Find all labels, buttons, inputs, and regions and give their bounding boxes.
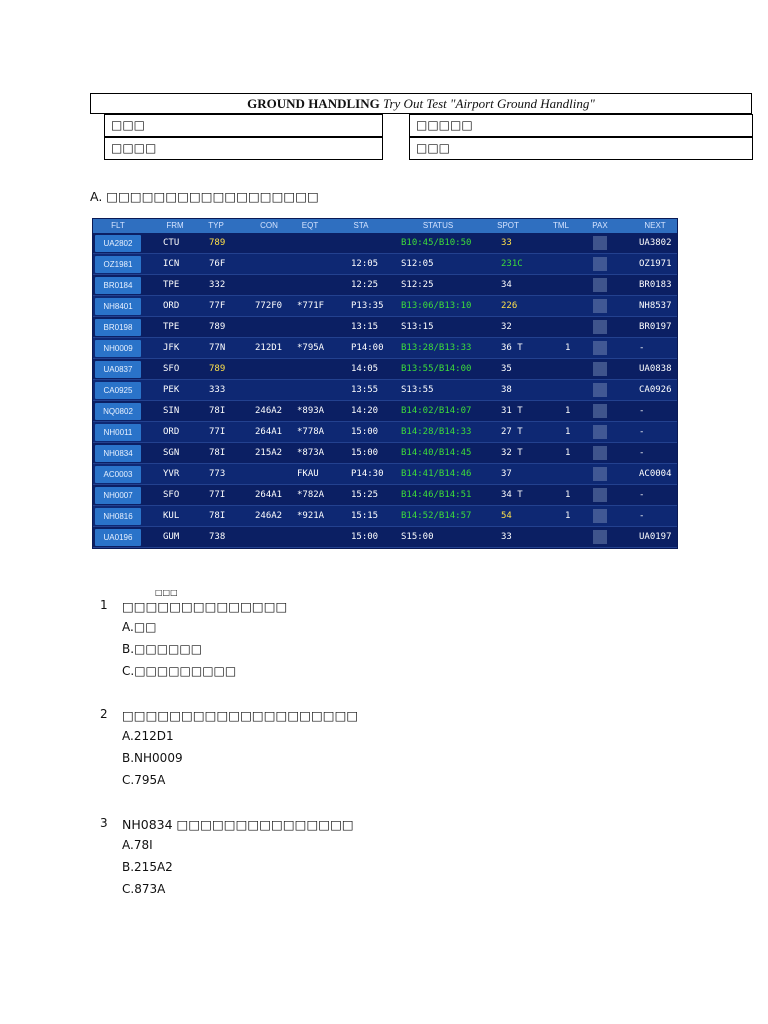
cell-spot: 36 T [501, 343, 523, 353]
cell-next: - [639, 427, 645, 437]
pax-blurred-cell [593, 299, 607, 313]
cell-typ: 789 [209, 364, 226, 374]
cell-frm: SIN [163, 406, 180, 416]
question-number: 3 [100, 816, 108, 830]
flight-number: NH0007 [95, 487, 141, 504]
cell-eqt: *778A [297, 427, 325, 437]
cell-typ: 333 [209, 385, 226, 395]
pax-blurred-cell [593, 509, 607, 523]
cell-tml: 1 [565, 511, 571, 521]
flight-number: OZ1981 [95, 256, 141, 273]
cell-frm: ORD [163, 427, 180, 437]
cell-con: 264A1 [255, 427, 283, 437]
flight-number: NH8401 [95, 298, 141, 315]
cell-status: S12:25 [401, 280, 434, 290]
cell-next: AC0004 [639, 469, 672, 479]
ruby-annotation: □□□ [155, 588, 178, 597]
cell-sta: 15:00 [351, 532, 379, 542]
cell-sta: P13:35 [351, 301, 384, 311]
flight-row[interactable] [93, 506, 677, 527]
question-number: 1 [100, 598, 108, 612]
cell-frm: ICN [163, 259, 180, 269]
section-heading: A. □□□□□□□□□□□□□□□□□□ [90, 189, 319, 204]
cell-next: UA3802 [639, 238, 672, 248]
cell-tml: 1 [565, 343, 571, 353]
cell-status: B14:28/B14:33 [401, 427, 472, 437]
cell-typ: 78I [209, 511, 226, 521]
cell-sta: 15:25 [351, 490, 379, 500]
cell-next: OZ1971 [639, 259, 672, 269]
cell-next: BR0197 [639, 322, 672, 332]
cell-eqt: *921A [297, 511, 325, 521]
flight-row[interactable] [93, 527, 677, 548]
flight-row[interactable] [93, 338, 677, 359]
col-header-pax: PAX [592, 221, 608, 230]
col-header-tml: TML [553, 221, 569, 230]
cell-typ: 77I [209, 427, 226, 437]
cell-status: B10:45/B10:50 [401, 238, 472, 248]
cell-sta: 15:00 [351, 448, 379, 458]
cell-eqt: FKAU [297, 469, 319, 479]
flight-row[interactable] [93, 464, 677, 485]
pax-blurred-cell [593, 320, 607, 334]
flight-number: CA0925 [95, 382, 141, 399]
cell-tml: 1 [565, 448, 571, 458]
cell-spot: 31 T [501, 406, 523, 416]
cell-status: S15:00 [401, 532, 434, 542]
cell-frm: SGN [163, 448, 180, 458]
pax-blurred-cell [593, 425, 607, 439]
cell-status: S12:05 [401, 259, 434, 269]
col-header-frm: FRM [166, 221, 184, 230]
pax-blurred-cell [593, 446, 607, 460]
cell-next: BR0183 [639, 280, 672, 290]
col-header-spot: SPOT [497, 221, 519, 230]
pax-blurred-cell [593, 383, 607, 397]
cell-eqt: *771F [297, 301, 325, 311]
question-text: □□□□□□□□□□□□□□ [122, 599, 288, 614]
flight-row[interactable] [93, 317, 677, 338]
cell-status: B14:41/B14:46 [401, 469, 472, 479]
cell-frm: ORD [163, 301, 180, 311]
cell-status: B14:52/B14:57 [401, 511, 472, 521]
col-header-sta: STA [353, 221, 369, 230]
flight-row[interactable] [93, 233, 677, 254]
answer-option[interactable]: C.□□□□□□□□□ [122, 664, 237, 678]
question-text: □□□□□□□□□□□□□□□□□□□□ [122, 708, 359, 723]
cell-typ: 77I [209, 490, 226, 500]
flight-number: BR0198 [95, 319, 141, 336]
flight-number: UA0837 [95, 361, 141, 378]
cell-sta: 12:25 [351, 280, 379, 290]
cell-sta: 13:15 [351, 322, 379, 332]
cell-sta: 15:15 [351, 511, 379, 521]
cell-frm: JFK [163, 343, 180, 353]
pax-blurred-cell [593, 530, 607, 544]
row-divider [93, 547, 677, 548]
cell-status: B13:28/B13:33 [401, 343, 472, 353]
pax-blurred-cell [593, 341, 607, 355]
cell-status: S13:15 [401, 322, 434, 332]
cell-typ: 78I [209, 448, 226, 458]
cell-eqt: *893A [297, 406, 325, 416]
cell-tml: 1 [565, 490, 571, 500]
flight-board [92, 218, 678, 549]
cell-status: B14:46/B14:51 [401, 490, 472, 500]
cell-next: - [639, 511, 645, 521]
name-field-1[interactable]: □□□ [104, 114, 383, 137]
cell-spot: 226 [501, 301, 518, 311]
cell-status: B14:40/B14:45 [401, 448, 472, 458]
cell-next: - [639, 406, 645, 416]
flight-row[interactable] [93, 443, 677, 464]
cell-status: B13:55/B14:00 [401, 364, 472, 374]
flight-row[interactable] [93, 401, 677, 422]
cell-typ: 76F [209, 259, 226, 269]
flight-row[interactable] [93, 254, 677, 275]
pax-blurred-cell [593, 257, 607, 271]
name-field-3[interactable]: □□□□ [104, 137, 383, 160]
cell-status: S13:55 [401, 385, 434, 395]
answer-option[interactable]: B.□□□□□□ [122, 642, 203, 656]
board-header [93, 219, 677, 233]
cell-sta: 13:55 [351, 385, 379, 395]
cell-typ: 332 [209, 280, 226, 290]
cell-spot: 38 [501, 385, 512, 395]
cell-con: 246A2 [255, 406, 283, 416]
flight-number: BR0184 [95, 277, 141, 294]
cell-con: 264A1 [255, 490, 283, 500]
pax-blurred-cell [593, 362, 607, 376]
cell-frm: TPE [163, 322, 180, 332]
cell-sta: P14:00 [351, 343, 384, 353]
cell-frm: KUL [163, 511, 180, 521]
cell-typ: 77F [209, 301, 226, 311]
pax-blurred-cell [593, 467, 607, 481]
flight-row[interactable] [93, 275, 677, 296]
col-header-flt: FLT [111, 221, 125, 230]
col-header-next: NEXT [644, 221, 666, 230]
col-header-con: CON [260, 221, 278, 230]
flight-number: NH0834 [95, 445, 141, 462]
pax-blurred-cell [593, 236, 607, 250]
cell-spot: 33 [501, 532, 512, 542]
cell-next: UA0838 [639, 364, 672, 374]
flight-number: NH0816 [95, 508, 141, 525]
cell-sta: 14:05 [351, 364, 379, 374]
test-title [90, 93, 752, 114]
cell-spot: 34 T [501, 490, 523, 500]
cell-next: UA0197 [639, 532, 672, 542]
flight-row[interactable] [93, 485, 677, 506]
cell-status: B14:02/B14:07 [401, 406, 472, 416]
cell-next: - [639, 343, 645, 353]
flight-number: AC0003 [95, 466, 141, 483]
cell-con: 246A2 [255, 511, 283, 521]
cell-eqt: *873A [297, 448, 325, 458]
cell-typ: 738 [209, 532, 226, 542]
cell-frm: SFO [163, 364, 180, 374]
cell-typ: 789 [209, 238, 226, 248]
cell-frm: PEK [163, 385, 180, 395]
cell-sta: 12:05 [351, 259, 379, 269]
cell-tml: 1 [565, 406, 571, 416]
flight-number: NQ0802 [95, 403, 141, 420]
cell-con: 215A2 [255, 448, 283, 458]
cell-frm: CTU [163, 238, 180, 248]
title-main: GROUND HANDLING [247, 96, 383, 111]
cell-spot: 54 [501, 511, 512, 521]
cell-tml: 1 [565, 427, 571, 437]
question-number: 2 [100, 707, 108, 721]
name-field-2[interactable]: □□□□□ [409, 114, 753, 137]
flight-row[interactable] [93, 380, 677, 401]
flight-row[interactable] [93, 422, 677, 443]
cell-spot: 35 [501, 364, 512, 374]
cell-eqt: *782A [297, 490, 325, 500]
answer-option[interactable]: A.78I [122, 838, 153, 852]
col-header-typ: TYP [208, 221, 224, 230]
cell-spot: 32 [501, 322, 512, 332]
cell-eqt: *795A [297, 343, 325, 353]
cell-spot: 34 [501, 280, 512, 290]
cell-sta: 15:00 [351, 427, 379, 437]
cell-con: 772F0 [255, 301, 283, 311]
answer-option[interactable]: A.□□ [122, 620, 157, 634]
pax-blurred-cell [593, 278, 607, 292]
cell-frm: GUM [163, 532, 180, 542]
cell-spot: 37 [501, 469, 512, 479]
name-field-4[interactable]: □□□ [409, 137, 753, 160]
cell-sta: 14:20 [351, 406, 379, 416]
flight-row[interactable] [93, 359, 677, 380]
flight-number: UA0196 [95, 529, 141, 546]
answer-option[interactable]: B.NH0009 [122, 751, 183, 765]
cell-con: 212D1 [255, 343, 283, 353]
pax-blurred-cell [593, 488, 607, 502]
cell-typ: 77N [209, 343, 226, 353]
answer-option[interactable]: B.215A2 [122, 860, 173, 874]
cell-status: B13:06/B13:10 [401, 301, 472, 311]
cell-frm: YVR [163, 469, 180, 479]
cell-spot: 231C [501, 259, 523, 269]
cell-frm: SFO [163, 490, 180, 500]
cell-spot: 32 T [501, 448, 523, 458]
question-text: NH0834 □□□□□□□□□□□□□□□ [122, 817, 354, 832]
cell-spot: 33 [501, 238, 512, 248]
flight-number: UA2802 [95, 235, 141, 252]
answer-option[interactable]: C.873A [122, 882, 166, 896]
cell-typ: 789 [209, 322, 226, 332]
title-italic: Try Out Test "Airport Ground Handling" [382, 96, 595, 111]
flight-number: NH0011 [95, 424, 141, 441]
cell-frm: TPE [163, 280, 180, 290]
cell-typ: 773 [209, 469, 226, 479]
cell-sta: P14:30 [351, 469, 384, 479]
col-header-status: STATUS [422, 221, 454, 230]
answer-option[interactable]: A.212D1 [122, 729, 174, 743]
cell-spot: 27 T [501, 427, 523, 437]
cell-next: CA0926 [639, 385, 672, 395]
answer-option[interactable]: C.795A [122, 773, 166, 787]
cell-next: NH8537 [639, 301, 672, 311]
pax-blurred-cell [593, 404, 607, 418]
cell-next: - [639, 448, 645, 458]
cell-next: - [639, 490, 645, 500]
cell-typ: 78I [209, 406, 226, 416]
flight-row[interactable] [93, 296, 677, 317]
flight-number: NH0009 [95, 340, 141, 357]
col-header-eqt: EQT [301, 221, 319, 230]
